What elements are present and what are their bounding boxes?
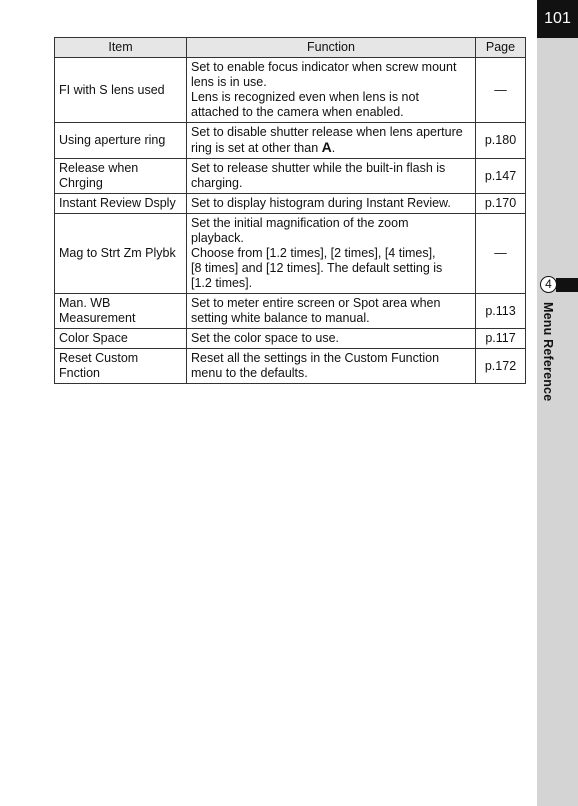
header-function: Function [187,38,476,58]
function-line: Set the initial magnification of the zoom [191,216,409,230]
function-line: setting white balance to manual. [191,311,370,325]
function-line: ring is set at other than [191,141,322,155]
table-row [55,159,526,194]
page-cell: — [476,58,526,123]
function-cell [187,214,476,294]
page-cell: p.180 [476,123,526,159]
function-line: playback. [191,231,244,245]
function-line: Lens is recognized even when lens is not [191,90,419,104]
side-strip [537,0,578,806]
table-row [55,58,526,123]
reference-table [54,37,526,384]
table-row [55,329,526,349]
table-row [55,214,526,294]
page-cell: — [476,214,526,294]
item-cell: FI with S lens used [55,58,187,123]
function-cell [187,123,476,159]
function-cell [187,58,476,123]
function-line: Set to enable focus indicator when screw mount [191,60,457,74]
item-cell: Instant Review Dsply [55,194,187,214]
aperture-a-symbol: A [321,139,332,155]
table-row [55,194,526,214]
function-line: Reset all the settings in the Custom Function [191,351,440,365]
function-line: attached to the camera when enabled. [191,105,404,119]
chapter-title: Menu Reference [541,302,555,402]
item-cell: Man. WB Measurement [55,294,187,329]
page-number: 101 [537,0,578,38]
function-cell [187,159,476,194]
page-cell: p.172 [476,349,526,384]
function-line: Set to display histogram during Instant Review. [191,196,451,210]
chapter-number: 4 [540,276,557,293]
chapter-tab [556,278,578,292]
header-page: Page [476,38,526,58]
function-line: [8 times] and [12 times]. The default setting is [191,261,443,275]
function-cell [187,194,476,214]
item-cell: Color Space [55,329,187,349]
function-line: Set to meter entire screen or Spot area when [191,296,441,310]
function-cell [187,294,476,329]
function-suffix: . [331,141,336,155]
item-cell: Using aperture ring [55,123,187,159]
function-line: Choose from [1.2 times], [2 times], [4 times], [191,246,436,260]
item-cell: Release when Chrging [55,159,187,194]
function-line: Set to release shutter while the built-in flash is [191,161,446,175]
function-line: [1.2 times]. [191,276,253,290]
function-cell [187,349,476,384]
function-line: Set the color space to use. [191,331,340,345]
page-cell: p.170 [476,194,526,214]
item-cell: Reset Custom Fnction [55,349,187,384]
function-line: lens is in use. [191,75,267,89]
table-row [55,294,526,329]
table-row [55,349,526,384]
function-cell [187,329,476,349]
page-cell: p.117 [476,329,526,349]
page-cell: p.147 [476,159,526,194]
function-line: Set to disable shutter release when lens aperture [191,125,463,139]
item-cell: Mag to Strt Zm Plybk [55,214,187,294]
header-item: Item [55,38,187,58]
page-cell: p.113 [476,294,526,329]
function-line: menu to the defaults. [191,366,308,380]
table-header-row [55,38,526,58]
table-row [55,123,526,159]
function-line: charging. [191,176,243,190]
